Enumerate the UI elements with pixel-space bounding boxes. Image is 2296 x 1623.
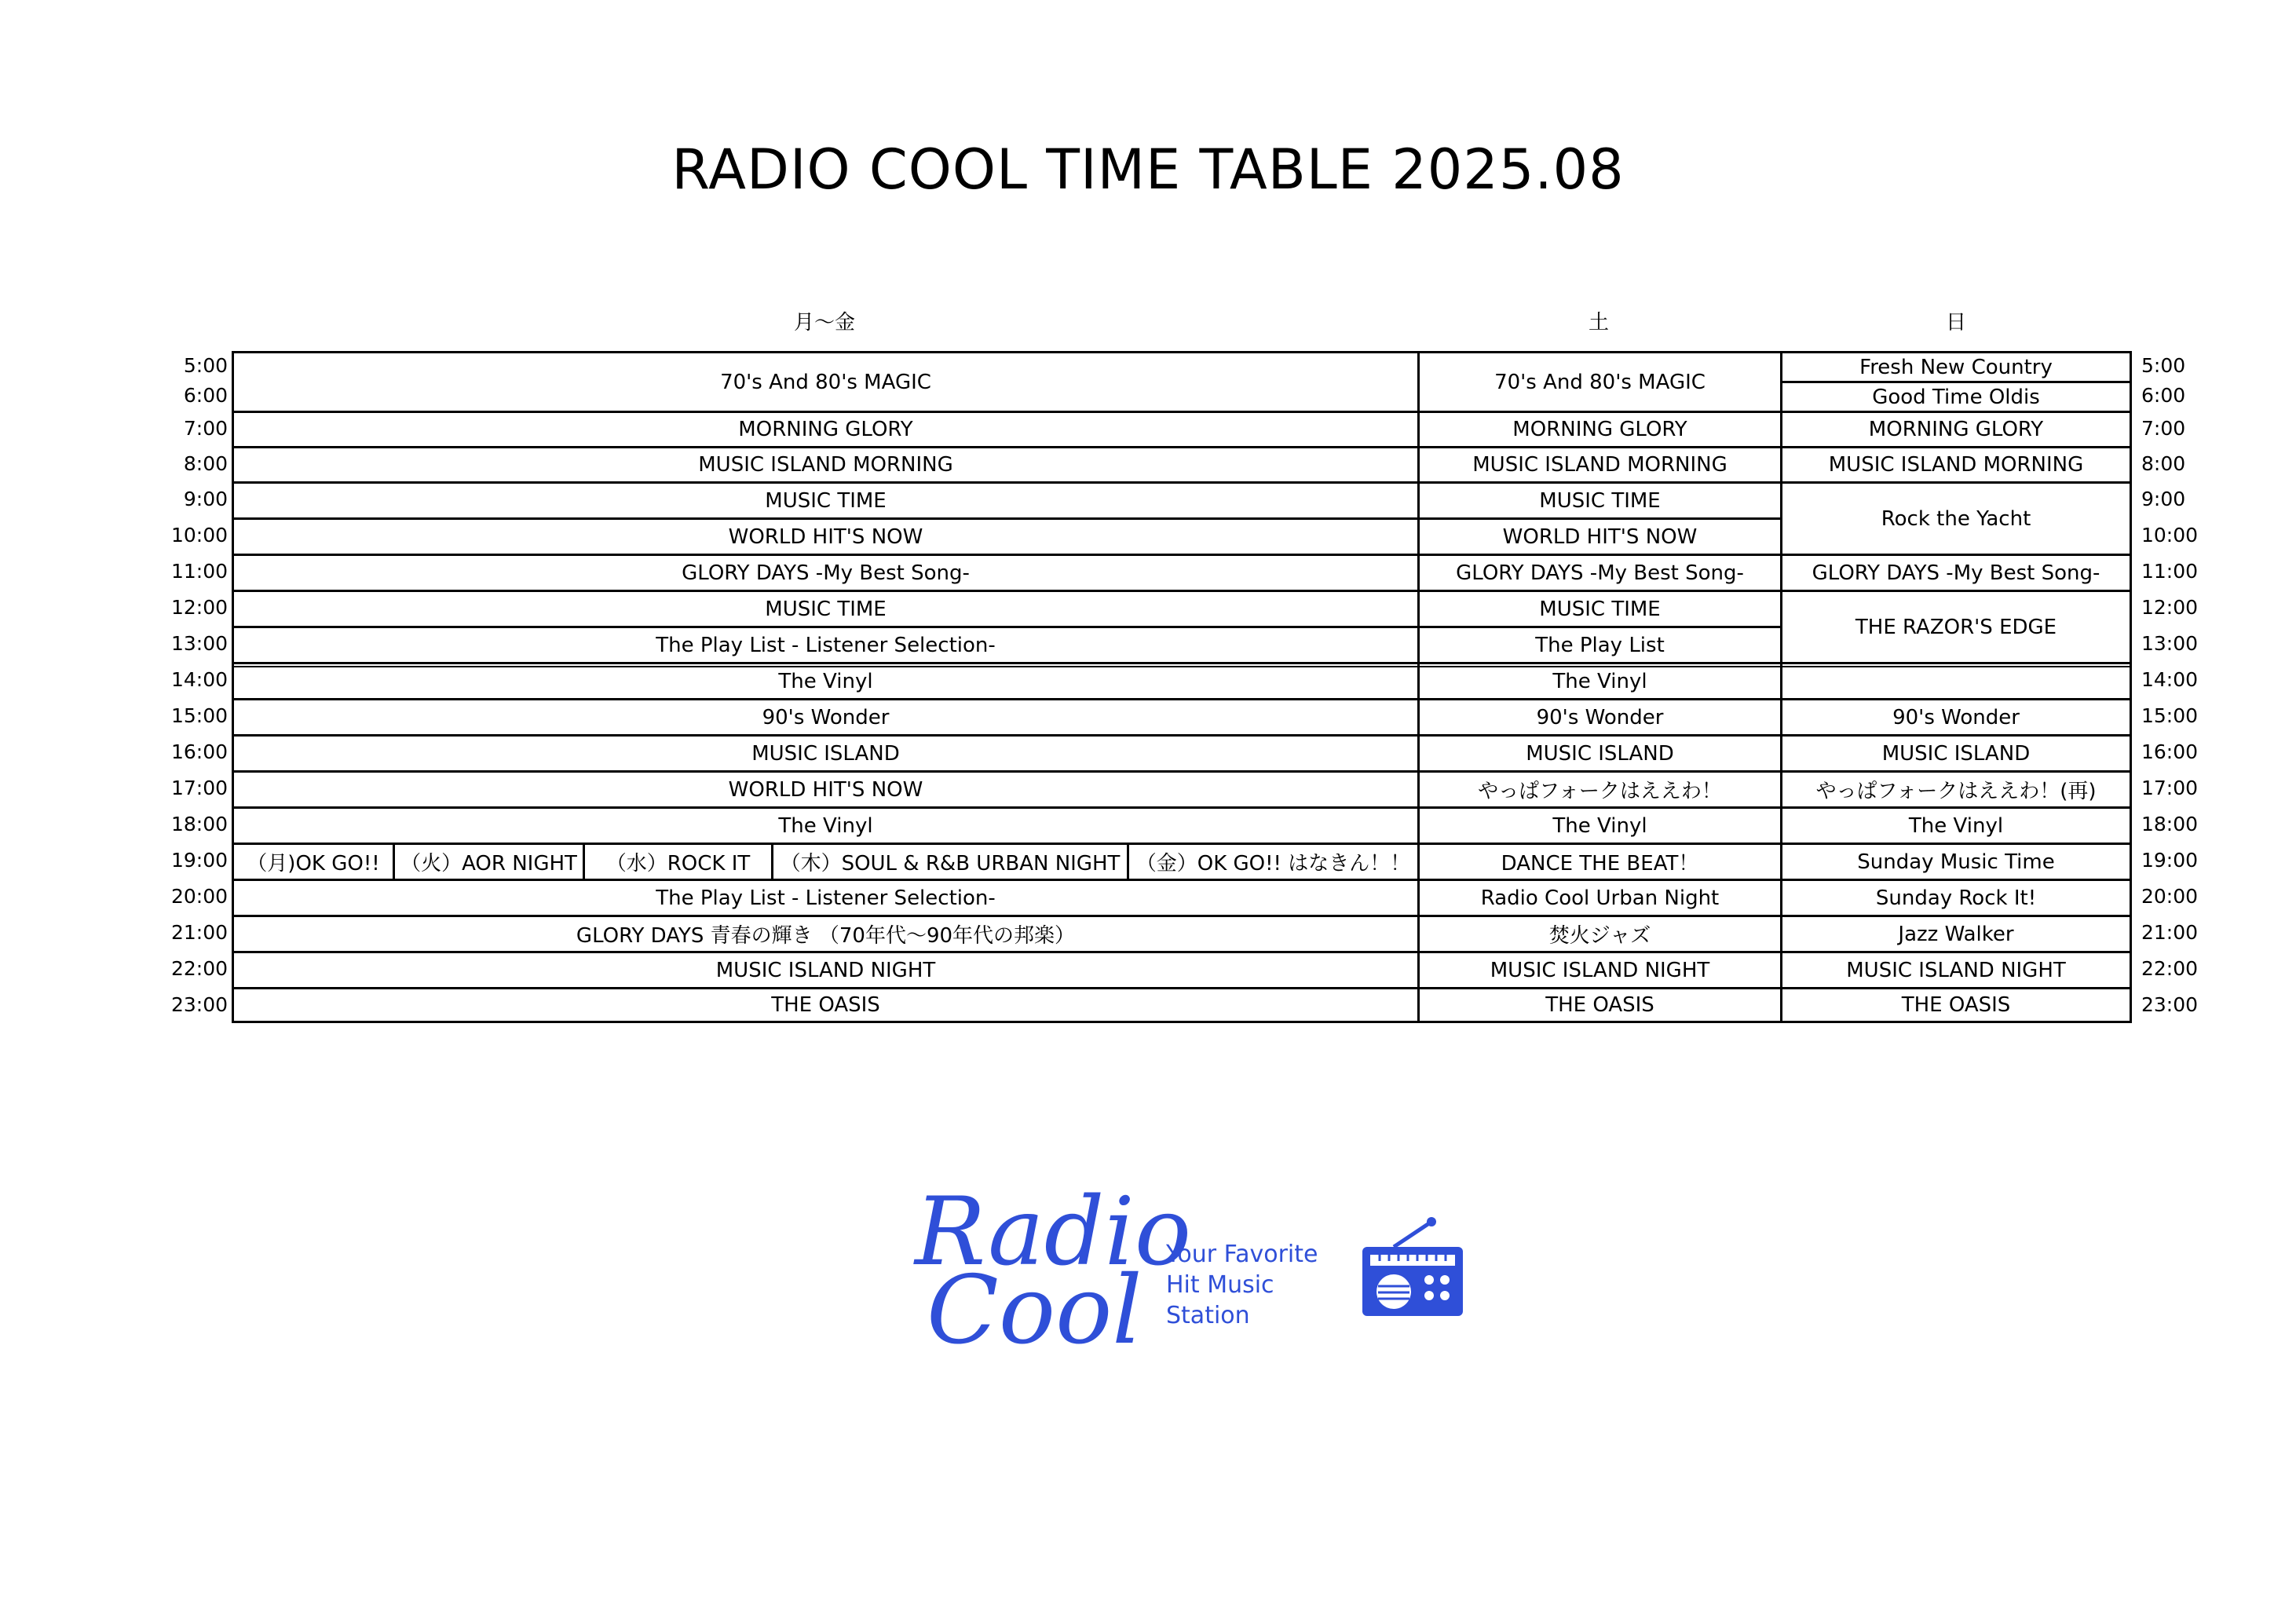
tagline-line: Station [1166, 1302, 1250, 1329]
time-label-left: 15:00 [170, 704, 228, 727]
saturday-slot: MUSIC TIME [1417, 590, 1780, 626]
time-label-right: 5:00 [2141, 354, 2186, 377]
time-label-left: 16:00 [170, 740, 228, 763]
weekday-slot: THE OASIS [232, 987, 1417, 1023]
saturday-slot: MUSIC ISLAND MORNING [1417, 446, 1780, 481]
time-label-right: 9:00 [2141, 488, 2186, 510]
sunday-slot: MUSIC ISLAND [1780, 734, 2132, 770]
saturday-slot: The Vinyl [1417, 662, 1780, 698]
time-label-left: 11:00 [170, 560, 228, 583]
sunday-slot: Fresh New Country [1780, 351, 2132, 381]
saturday-slot: MUSIC ISLAND [1417, 734, 1780, 770]
saturday-slot: 70's And 80's MAGIC [1417, 351, 1780, 411]
weekday-slot: The Vinyl [232, 806, 1417, 843]
time-label-right: 22:00 [2141, 957, 2199, 980]
time-label-right: 8:00 [2141, 451, 2186, 475]
weekday-daily-slot: （月)OK GO!! [232, 843, 393, 879]
column-header-weekday: 月～金 [793, 311, 855, 334]
time-label-right: 20:00 [2141, 885, 2199, 908]
time-label-left: 17:00 [170, 777, 228, 799]
weekday-slot: MUSIC ISLAND NIGHT [232, 951, 1417, 987]
time-label-right: 13:00 [2141, 632, 2199, 655]
weekday-slot: 70's And 80's MAGIC [232, 351, 1417, 411]
weekday-daily-slot: （水）ROCK IT [583, 843, 771, 879]
time-label-right: 15:00 [2141, 704, 2199, 727]
sunday-slot: MUSIC ISLAND MORNING [1780, 446, 2132, 481]
saturday-slot: The Vinyl [1417, 806, 1780, 843]
time-label-right: 7:00 [2141, 416, 2186, 440]
sunday-slot: Jazz Walker [1780, 915, 2132, 951]
weekday-slot: MUSIC TIME [232, 590, 1417, 626]
weekday-daily-slot: （木）SOUL & R&B URBAN NIGHT [771, 843, 1127, 879]
time-label-right: 23:00 [2141, 993, 2199, 1016]
weekday-slot: GLORY DAYS 青春の輝き （70年代～90年代の邦楽） [232, 915, 1417, 951]
time-label-right: 18:00 [2141, 813, 2199, 835]
tagline-line: Your Favorite [1166, 1241, 1318, 1268]
time-label-left: 12:00 [170, 596, 228, 619]
sunday-slot: Rock the Yacht [1780, 481, 2132, 554]
time-label-left: 14:00 [170, 668, 228, 691]
time-label-left: 7:00 [183, 416, 228, 440]
time-label-right: 10:00 [2141, 524, 2199, 546]
logo-tagline [1166, 1239, 1318, 1331]
time-label-right: 21:00 [2141, 921, 2199, 944]
weekday-slot: MUSIC ISLAND [232, 734, 1417, 770]
sunday-slot: やっぱフォークはええわ！(再) [1780, 770, 2132, 806]
time-label-left: 19:00 [170, 849, 228, 872]
time-label-left: 20:00 [170, 885, 228, 908]
weekday-slot: MORNING GLORY [232, 411, 1417, 446]
saturday-slot: The Play List [1417, 626, 1780, 662]
time-label-right: 17:00 [2141, 777, 2199, 799]
column-header-saturday: 土 [1588, 311, 1609, 334]
saturday-slot: THE OASIS [1417, 987, 1780, 1023]
saturday-slot: MUSIC TIME [1417, 481, 1780, 517]
weekday-daily-slot: （金）OK GO!! はなきん！！ [1127, 843, 1417, 879]
weekday-slot: The Vinyl [232, 662, 1417, 698]
saturday-slot: やっぱフォークはええわ！ [1417, 770, 1780, 806]
time-label-left: 13:00 [170, 632, 228, 655]
weekday-slot: The Play List - Listener Selection- [232, 879, 1417, 915]
saturday-slot: 焚火ジャズ [1417, 915, 1780, 951]
sunday-slot: Sunday Rock It! [1780, 879, 2132, 915]
logo-wordmark-cool: Cool [927, 1256, 1143, 1358]
tagline-line: Hit Music [1166, 1271, 1274, 1299]
time-label-left: 10:00 [170, 524, 228, 546]
saturday-slot: Radio Cool Urban Night [1417, 879, 1780, 915]
column-header-sunday: 日 [1945, 311, 1966, 334]
weekday-slot: MUSIC ISLAND MORNING [232, 446, 1417, 481]
time-label-right: 19:00 [2141, 849, 2199, 872]
logo-wordmark-radio: Radio [915, 1178, 1192, 1287]
sunday-slot: THE OASIS [1780, 987, 2132, 1023]
weekday-slot: WORLD HIT'S NOW [232, 770, 1417, 806]
time-label-left: 21:00 [170, 921, 228, 944]
time-label-left: 9:00 [183, 488, 228, 510]
time-label-right: 16:00 [2141, 740, 2199, 763]
sunday-slot: MUSIC ISLAND NIGHT [1780, 951, 2132, 987]
sunday-slot: Good Time Oldis [1780, 381, 2132, 411]
time-label-left: 23:00 [170, 993, 228, 1016]
saturday-slot: MUSIC ISLAND NIGHT [1417, 951, 1780, 987]
page-title: RADIO COOL TIME TABLE 2025.08 [671, 137, 1625, 202]
time-label-right: 6:00 [2141, 384, 2186, 407]
sunday-slot: THE RAZOR'S EDGE [1780, 590, 2132, 662]
weekday-daily-slot: （火）AOR NIGHT [393, 843, 583, 879]
time-label-left: 5:00 [183, 354, 228, 377]
time-label-left: 22:00 [170, 957, 228, 980]
saturday-slot: GLORY DAYS -My Best Song- [1417, 554, 1780, 590]
weekday-slot: MUSIC TIME [232, 481, 1417, 517]
weekday-slot: WORLD HIT'S NOW [232, 517, 1417, 554]
weekday-slot: GLORY DAYS -My Best Song- [232, 554, 1417, 590]
sunday-slot: GLORY DAYS -My Best Song- [1780, 554, 2132, 590]
sunday-slot: The Vinyl [1780, 806, 2132, 843]
saturday-slot: WORLD HIT'S NOW [1417, 517, 1780, 554]
time-label-right: 11:00 [2141, 560, 2199, 583]
row-divider-double [232, 666, 2132, 667]
saturday-slot: 90's Wonder [1417, 698, 1780, 734]
weekday-slot: 90's Wonder [232, 698, 1417, 734]
saturday-slot: MORNING GLORY [1417, 411, 1780, 446]
weekday-slot: The Play List - Listener Selection- [232, 626, 1417, 662]
sunday-slot: 90's Wonder [1780, 698, 2132, 734]
sunday-slot: Sunday Music Time [1780, 843, 2132, 879]
time-label-left: 18:00 [170, 813, 228, 835]
time-label-right: 14:00 [2141, 668, 2199, 691]
saturday-slot: DANCE THE BEAT！ [1417, 843, 1780, 879]
time-label-right: 12:00 [2141, 596, 2199, 619]
time-label-left: 8:00 [183, 451, 228, 475]
radio-icon [1362, 1217, 1463, 1316]
sunday-slot: MORNING GLORY [1780, 411, 2132, 446]
time-label-left: 6:00 [183, 384, 228, 407]
